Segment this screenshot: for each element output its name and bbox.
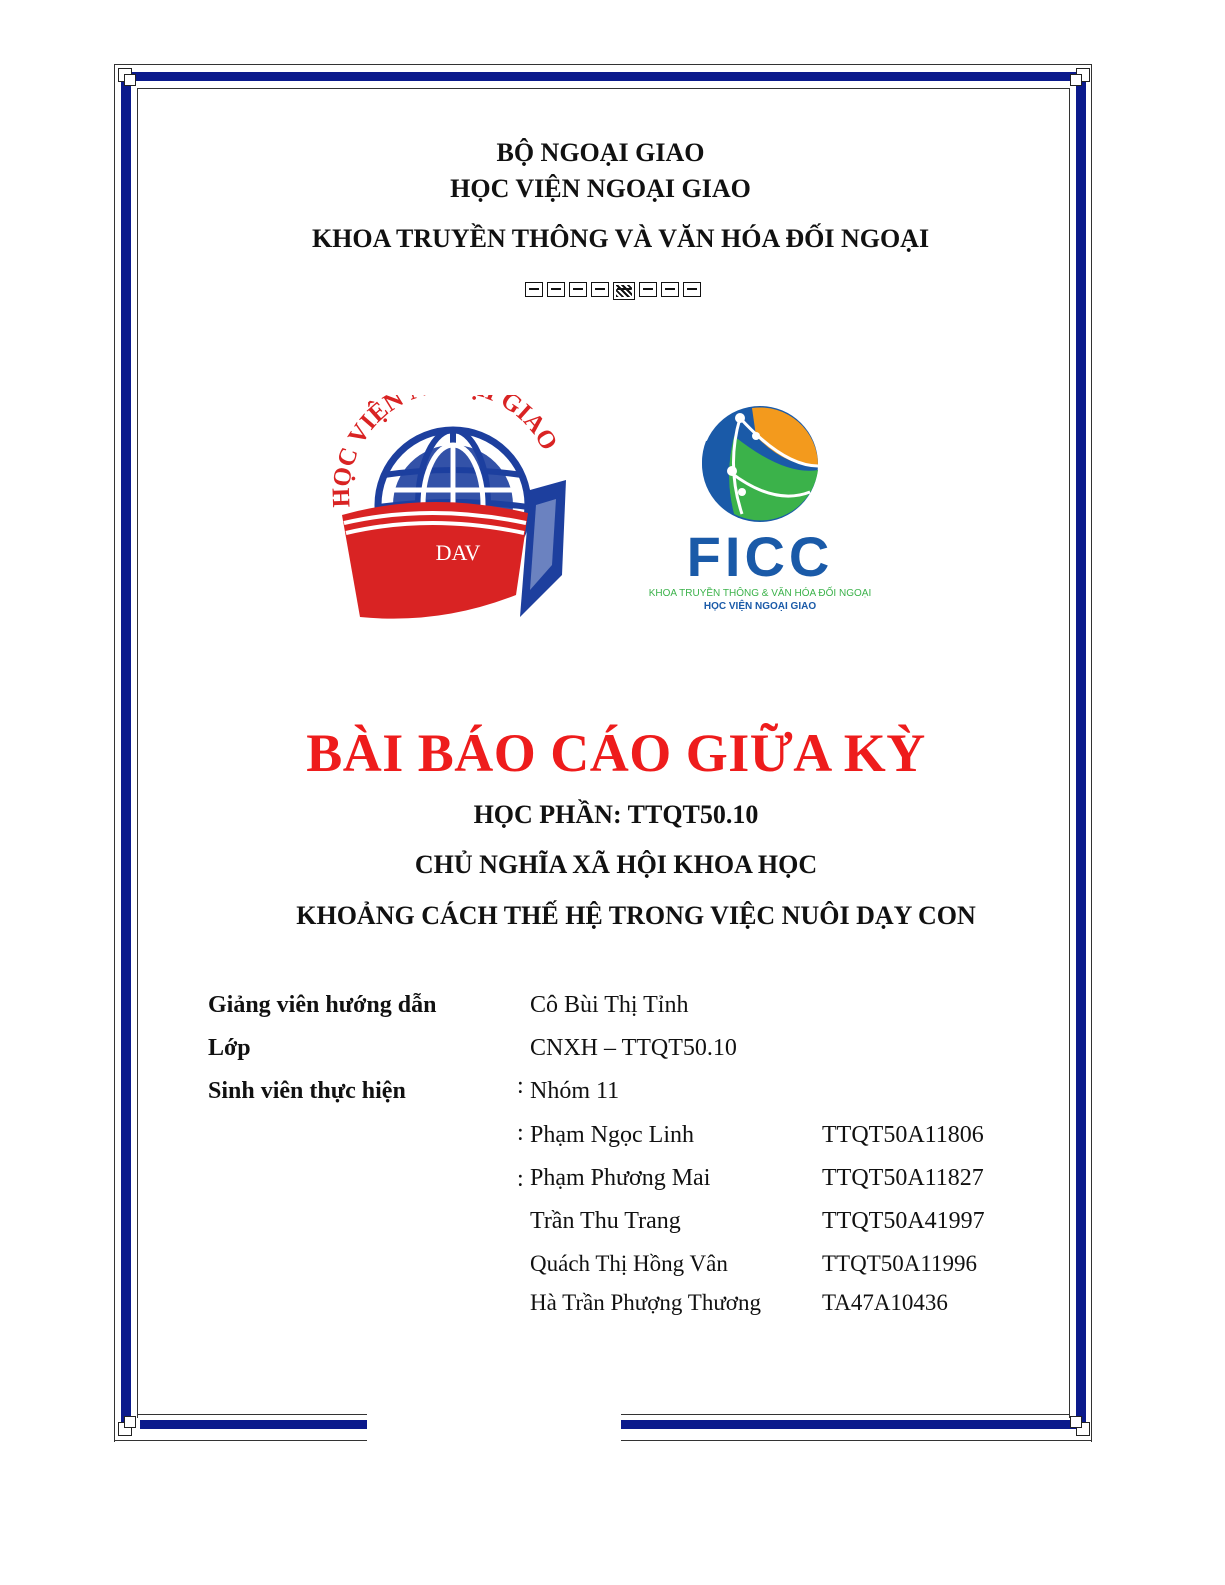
student-name: Hà Trần Phượng Thương — [530, 1290, 761, 1315]
colon-separator: : — [517, 1120, 524, 1146]
dav-label: DAV — [435, 540, 481, 565]
ficc-line2: HỌC VIỆN NGOẠI GIAO — [703, 601, 817, 612]
student-name: Trần Thu Trang — [530, 1208, 681, 1234]
student-id: TA47A10436 — [822, 1290, 948, 1315]
student-id: TTQT50A11806 — [822, 1122, 984, 1148]
corner-ornament-bl — [116, 1414, 138, 1436]
student-id: TTQT50A11996 — [822, 1251, 978, 1276]
ministry-heading: BỘ NGOẠI GIAO — [496, 138, 705, 167]
faculty-heading: KHOA TRUYỀN THÔNG VÀ VĂN HÓA ĐỐI NGOẠI — [311, 224, 930, 253]
colon-separator: : — [517, 1073, 524, 1099]
ficc-line1: KHOA TRUYỀN THÔNG & VĂN HÓA ĐỐI NGOẠI — [648, 588, 872, 599]
subject-name: CHỦ NGHĨA XÃ HỘI KHOA HỌC — [414, 850, 818, 879]
student-id: TTQT50A41997 — [822, 1208, 985, 1234]
colon-separator: : — [517, 1166, 524, 1192]
class-label: Lớp — [208, 1035, 251, 1061]
instructor-label: Giảng viên hướng dẫn — [208, 992, 437, 1018]
student-name: Phạm Ngọc Linh — [530, 1122, 694, 1148]
corner-ornament-tl — [116, 66, 138, 88]
student-id: TTQT50A11827 — [822, 1165, 984, 1191]
corner-ornament-tr — [1068, 66, 1090, 88]
report-topic: KHOẢNG CÁCH THẾ HỆ TRONG VIỆC NUÔI DẠY CON — [296, 901, 976, 930]
group-value: Nhóm 11 — [530, 1078, 620, 1104]
instructor-value: Cô Bùi Thị Tỉnh — [530, 992, 689, 1018]
corner-ornament-br — [1068, 1414, 1090, 1436]
student-name: Quách Thị Hồng Vân — [530, 1251, 728, 1276]
dav-arc-text: HỌC VIỆN GIAO — [330, 395, 563, 508]
divider-ornament — [525, 282, 715, 300]
students-label: Sinh viên thực hiện — [208, 1078, 406, 1104]
student-name: Phạm Phương Mai — [530, 1165, 711, 1191]
ficc-logo — [634, 396, 889, 616]
dav-logo — [330, 395, 570, 625]
class-value: CNXH – TTQT50.10 — [530, 1035, 737, 1061]
academy-heading: HỌC VIỆN NGOẠI GIAO — [450, 174, 751, 203]
report-title: BÀI BÁO CÁO GIỮA KỲ — [306, 723, 926, 783]
course-code: HỌC PHẦN: TTQT50.10 — [473, 800, 759, 829]
ficc-name: FICC — [686, 525, 834, 588]
